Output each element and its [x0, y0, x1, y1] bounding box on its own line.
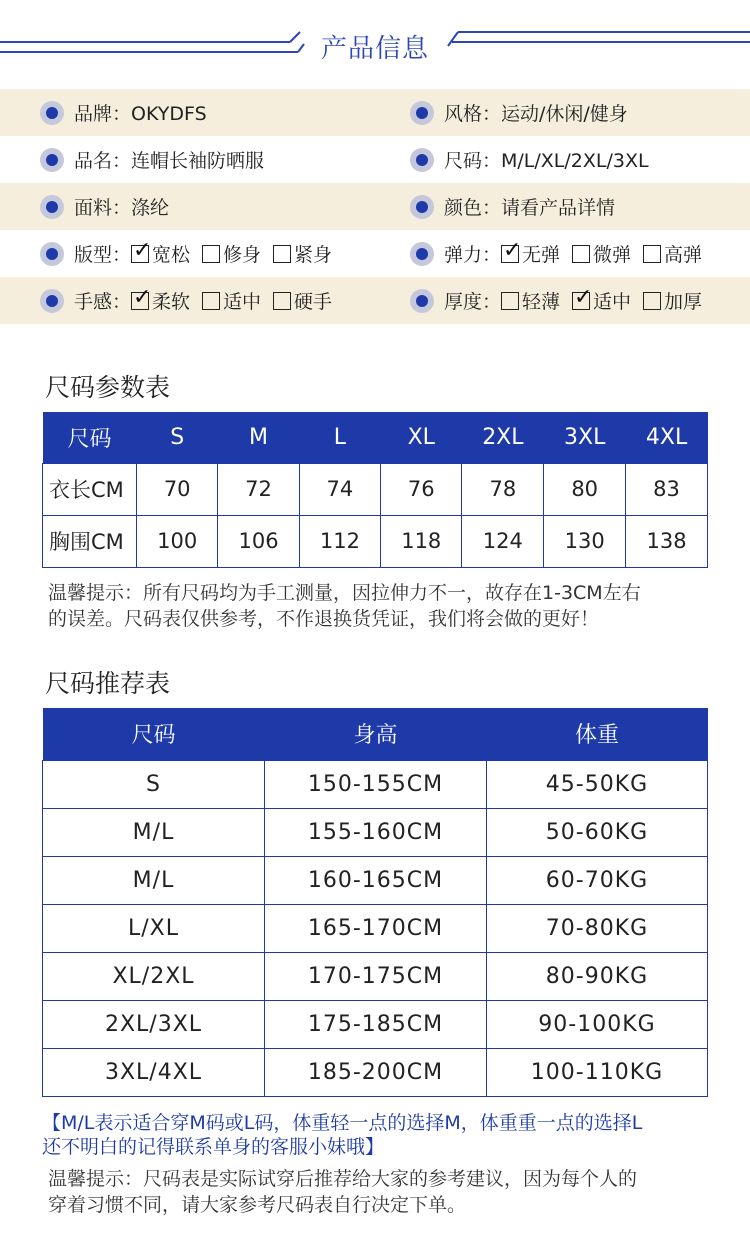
info-label: 风格：运动/休闲/健身: [444, 103, 628, 125]
table-cell: 100-110KG: [487, 1048, 708, 1096]
info-label: 品名：连帽长袖防晒服: [74, 150, 265, 172]
option-checkbox: [643, 287, 702, 314]
checkbox-checked-icon: [572, 292, 590, 310]
info-row: [0, 230, 750, 277]
info-label: 品牌：OKYDFS: [74, 103, 207, 125]
size-table-note: [48, 580, 718, 632]
option-label: 适中: [593, 291, 632, 313]
table-row: [43, 808, 708, 856]
table-cell: 112: [299, 515, 380, 567]
table-cell: 70-80KG: [487, 904, 708, 952]
info-row: [0, 277, 750, 324]
info-thickness: [410, 277, 714, 324]
bullet-icon: [40, 242, 64, 266]
info-row: [0, 136, 750, 183]
rec-table-title: 尺码推荐表: [45, 669, 171, 698]
bullet-icon: [410, 195, 434, 219]
size-advice-note: [42, 1111, 732, 1159]
option-label: 柔软: [152, 291, 191, 313]
table-cell: 160-165CM: [265, 856, 487, 904]
table-cell: 150-155CM: [265, 760, 487, 808]
table-cell: S: [43, 760, 265, 808]
info-label: 面料：涤纶: [74, 197, 170, 219]
note-line: 还不明白的记得联系单身的客服小妹哦】: [42, 1136, 385, 1158]
option-checkbox: [501, 240, 560, 267]
info-label: 手感：: [74, 291, 132, 313]
table-cell: L/XL: [43, 904, 265, 952]
table-cell: 165-170CM: [265, 904, 487, 952]
checkbox-empty-icon: [501, 292, 519, 310]
page-title: 产品信息: [320, 34, 429, 64]
table-row: [43, 515, 708, 567]
product-info: [0, 89, 750, 324]
option-checkbox: [501, 287, 560, 314]
option-label: 加厚: [664, 291, 703, 313]
option-label: 硬手: [294, 291, 333, 313]
option-label: 宽松: [152, 244, 191, 266]
table-cell: M/L: [43, 808, 265, 856]
bullet-icon: [410, 101, 434, 125]
info-hand-feel: [40, 277, 344, 324]
bullet-icon: [410, 289, 434, 313]
table-cell: 78: [462, 463, 544, 515]
bullet-icon: [410, 148, 434, 172]
section-header: [0, 0, 750, 80]
table-cell: 80-90KG: [487, 952, 708, 1000]
note-line: 温馨提示：尺码表是实际试穿后推荐给大家的参考建议，因为每个人的: [48, 1168, 638, 1190]
table-row: [43, 904, 708, 952]
table-header-cell: 2XL: [462, 412, 544, 463]
info-row: [0, 89, 750, 136]
note-line: 温馨提示：所有尺码均为手工测量，因拉伸力不一，故存在1-3CM左右: [48, 582, 641, 604]
info-label: 弹力：: [444, 244, 502, 266]
table-cell: M/L: [43, 856, 265, 904]
table-cell: 170-175CM: [265, 952, 487, 1000]
checkbox-empty-icon: [202, 292, 220, 310]
table-row: [43, 856, 708, 904]
table-header-cell: XL: [381, 412, 462, 463]
table-cell: 130: [544, 515, 626, 567]
info-elasticity: [410, 230, 714, 277]
checkbox-empty-icon: [202, 245, 220, 263]
option-checkbox: [572, 287, 631, 314]
checkbox-checked-icon: [501, 245, 519, 263]
checkbox-checked-icon: [131, 245, 149, 263]
table-header-cell: 4XL: [626, 412, 708, 463]
table-row: [43, 1048, 708, 1096]
table-row: [43, 1000, 708, 1048]
bullet-icon: [40, 101, 64, 125]
table-header-cell: L: [299, 412, 380, 463]
bullet-icon: [40, 148, 64, 172]
info-product-name: [40, 136, 264, 183]
checkbox-empty-icon: [643, 292, 661, 310]
info-label: 厚度：: [444, 291, 502, 313]
option-label: 微弹: [593, 244, 632, 266]
bullet-icon: [410, 242, 434, 266]
note-line: 的误差。尺码表仅供参考，不作退换货凭证，我们将会做的更好！: [48, 608, 600, 630]
size-table: [42, 412, 708, 568]
checkbox-empty-icon: [572, 245, 590, 263]
checkbox-checked-icon: [131, 292, 149, 310]
option-checkbox: [273, 287, 332, 314]
table-cell: 45-50KG: [487, 760, 708, 808]
rec-table-note: [48, 1166, 718, 1218]
table-cell: 80: [544, 463, 626, 515]
option-checkbox: [643, 240, 702, 267]
table-header-cell: 3XL: [544, 412, 626, 463]
option-checkbox: [202, 240, 261, 267]
info-label: 颜色：请看产品详情: [444, 197, 616, 219]
table-cell: 175-185CM: [265, 1000, 487, 1048]
table-cell: 100: [137, 515, 218, 567]
table-cell: 70: [137, 463, 218, 515]
size-table-title: 尺码参数表: [45, 373, 171, 402]
table-row: [43, 463, 708, 515]
table-header-row: [43, 412, 708, 463]
table-cell: 118: [381, 515, 462, 567]
checkbox-empty-icon: [643, 245, 661, 263]
table-header-cell: 身高: [265, 708, 487, 760]
info-fit: [40, 230, 344, 277]
table-cell: 106: [218, 515, 299, 567]
option-checkbox: [202, 287, 261, 314]
table-cell: 155-160CM: [265, 808, 487, 856]
option-label: 高弹: [664, 244, 703, 266]
bullet-icon: [40, 195, 64, 219]
info-sizes: [410, 136, 649, 183]
option-checkbox: [572, 240, 631, 267]
checkbox-empty-icon: [273, 292, 291, 310]
option-checkbox: [131, 240, 190, 267]
option-label: 适中: [223, 291, 262, 313]
table-cell: XL/2XL: [43, 952, 265, 1000]
option-label: 修身: [223, 244, 262, 266]
table-cell: 185-200CM: [265, 1048, 487, 1096]
table-cell: 衣长CM: [43, 463, 137, 515]
table-cell: 胸围CM: [43, 515, 137, 567]
option-checkbox: [131, 287, 190, 314]
table-cell: 90-100KG: [487, 1000, 708, 1048]
table-header-cell: S: [137, 412, 218, 463]
table-header-cell: 体重: [487, 708, 708, 760]
table-cell: 60-70KG: [487, 856, 708, 904]
note-line: 【M/L表示适合穿M码或L码，体重轻一点的选择M，体重重一点的选择L: [42, 1112, 643, 1134]
table-cell: 76: [381, 463, 462, 515]
info-color: [410, 183, 615, 230]
table-cell: 74: [299, 463, 380, 515]
table-row: [43, 952, 708, 1000]
option-checkbox: [273, 240, 332, 267]
info-brand: [40, 89, 207, 136]
table-cell: 83: [626, 463, 708, 515]
table-cell: 138: [626, 515, 708, 567]
info-fabric: [40, 183, 169, 230]
table-header-cell: M: [218, 412, 299, 463]
option-label: 轻薄: [522, 291, 561, 313]
table-cell: 2XL/3XL: [43, 1000, 265, 1048]
info-label: 版型：: [74, 244, 132, 266]
table-header-cell: 尺码: [43, 708, 265, 760]
bullet-icon: [40, 289, 64, 313]
table-row: [43, 760, 708, 808]
info-label: 尺码：M/L/XL/2XL/3XL: [444, 150, 649, 172]
table-cell: 50-60KG: [487, 808, 708, 856]
info-row: [0, 183, 750, 230]
option-label: 无弹: [522, 244, 561, 266]
table-header-row: [43, 708, 708, 760]
checkbox-empty-icon: [273, 245, 291, 263]
note-line: 穿着习惯不同，请大家参考尺码表自行决定下单。: [48, 1194, 467, 1216]
info-style: [410, 89, 628, 136]
table-cell: 72: [218, 463, 299, 515]
option-label: 紧身: [294, 244, 333, 266]
table-header-cell: 尺码: [43, 412, 137, 463]
table-cell: 124: [462, 515, 544, 567]
recommend-table: [42, 708, 708, 1097]
table-cell: 3XL/4XL: [43, 1048, 265, 1096]
